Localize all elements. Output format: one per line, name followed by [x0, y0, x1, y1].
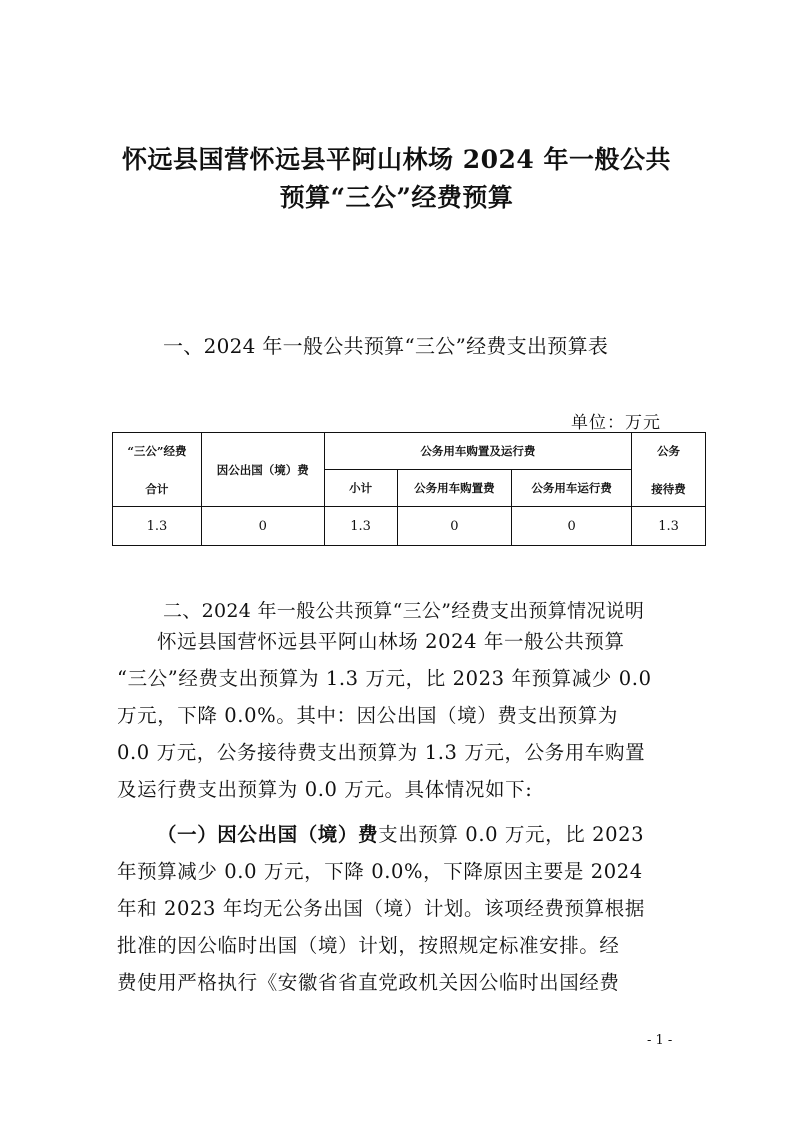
- value-reception: 1.3: [632, 507, 706, 546]
- paragraph-line: 万元，下降 0.0%。其中：因公出国（境）费支出预算为: [117, 704, 618, 727]
- table-row: [113, 507, 706, 546]
- paragraph-line: 批准的因公临时出国（境）计划，按照规定标准安排。经: [117, 934, 620, 957]
- document-title-line-2: 预算“三公”经费预算: [279, 183, 514, 212]
- header-vehicle-running: 公务用车运行费: [512, 470, 632, 507]
- paragraph-line: “三公”经费支出预算为 1.3 万元，比 2023 年预算减少 0.0: [117, 667, 652, 690]
- value-vehicle-purchase: 0: [397, 507, 512, 546]
- unit-label: 单位：万元: [571, 413, 661, 433]
- paragraph-line: 怀远县国营怀远县平阿山林场 2024 年一般公共预算: [157, 630, 625, 653]
- three-public-expense-table: [112, 432, 706, 546]
- section-1-heading: 一、2024 年一般公共预算“三公”经费支出预算表: [163, 334, 609, 358]
- paragraph-line: 及运行费支出预算为 0.0 万元。具体情况如下:: [117, 778, 533, 801]
- value-total: 1.3: [113, 507, 202, 546]
- document-title-line-1: 怀远县国营怀远县平阿山林场 2024 年一般公共: [122, 145, 671, 174]
- header-reception-cell: [632, 433, 706, 507]
- header-vehicle-group: 公务用车购置及运行费: [324, 433, 631, 470]
- header-total-bottom: 合计: [145, 481, 169, 496]
- header-vehicle-purchase: 公务用车购置费: [397, 470, 512, 507]
- header-total-cell: [113, 433, 202, 507]
- header-abroad: 因公出国（境）费: [201, 433, 324, 507]
- header-total-top: “三公”经费: [127, 443, 187, 458]
- explanation-paragraph-2: [117, 816, 683, 1001]
- value-vehicle-subtotal: 1.3: [324, 507, 397, 546]
- explanation-paragraph-1: [117, 623, 683, 808]
- subsection-heading-abroad: （一）因公出国（境）费: [157, 823, 379, 846]
- paragraph-line: 0.0 万元，公务接待费支出预算为 1.3 万元，公务用车购置: [117, 741, 646, 764]
- paragraph-line: 费使用严格执行《安徽省省直党政机关因公临时出国经费: [117, 971, 620, 994]
- paragraph-line: 年和 2023 年均无公务出国（境）计划。该项经费预算根据: [117, 897, 645, 920]
- paragraph-line-rest: 支出预算 0.0 万元，比 2023: [378, 823, 645, 846]
- header-reception-bottom: 接待费: [651, 481, 686, 496]
- section-2-heading: 二、2024 年一般公共预算“三公”经费支出预算情况说明: [163, 600, 645, 622]
- paragraph-line: 年预算减少 0.0 万元，下降 0.0%，下降原因主要是 2024: [117, 860, 643, 883]
- header-reception-top: 公务: [657, 443, 681, 458]
- page-number: - 1 -: [647, 1033, 673, 1048]
- paragraph-line: [117, 816, 683, 853]
- header-vehicle-subtotal: 小计: [324, 470, 397, 507]
- value-abroad: 0: [201, 507, 324, 546]
- value-vehicle-running: 0: [512, 507, 632, 546]
